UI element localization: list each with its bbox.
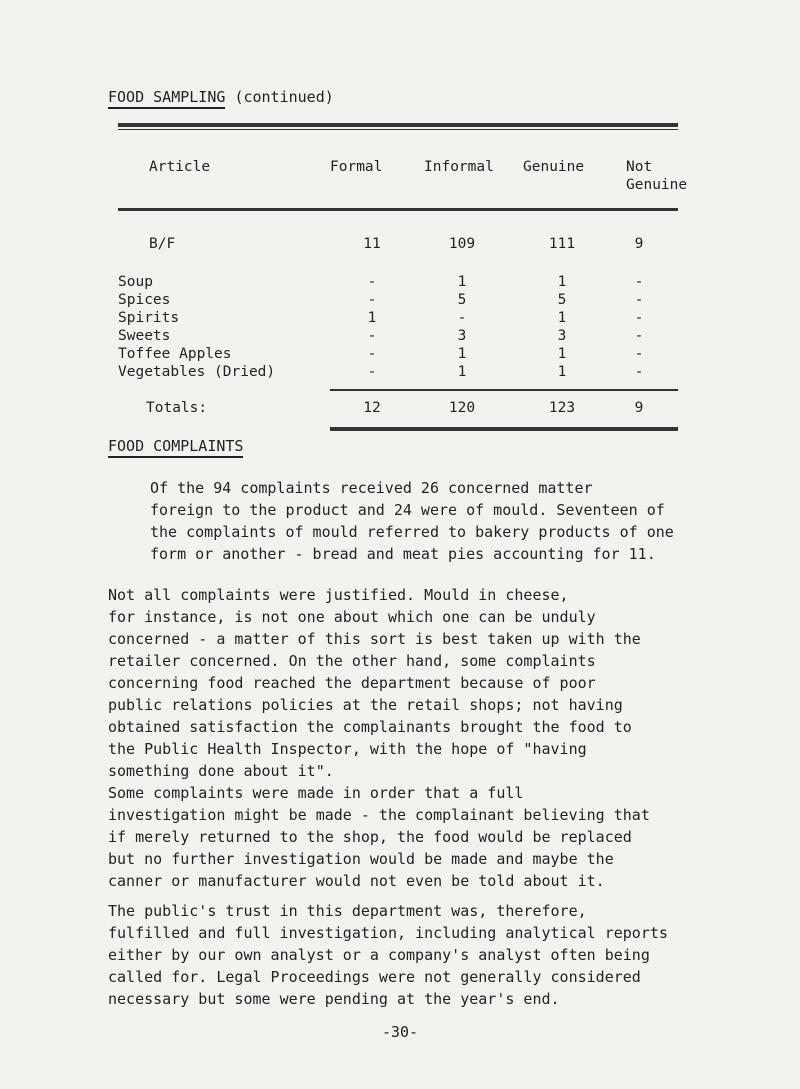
row-informal: 1 [457, 346, 467, 362]
row-informal: 1 [457, 274, 467, 290]
totals-informal: 120 [448, 400, 476, 416]
page-heading [108, 88, 334, 106]
complaints-paragraph: The public's trust in this department was, therefore, fulfilled and full investigation, including analytical reports either by our own analyst or a company's analyst often being called for. Legal Proceedings were not generally considered necessary but some were pending at the year's end. [108, 902, 668, 1008]
row-label: Sweets [118, 328, 171, 344]
section-title: FOOD SAMPLING [108, 88, 225, 109]
row-label: Spirits [118, 310, 180, 326]
row-formal: - [367, 292, 377, 308]
section-continued: (continued) [234, 88, 334, 106]
col-header-article: Article [149, 159, 211, 175]
table-top-rule [118, 123, 678, 127]
col-header-not: Not [626, 159, 653, 175]
totals-label: Totals: [146, 400, 208, 416]
row-formal: 1 [367, 310, 377, 326]
row-label: Soup [118, 274, 153, 290]
row-not-genuine: - [634, 364, 644, 380]
row-not-genuine: - [634, 274, 644, 290]
row-genuine: 1 [557, 310, 567, 326]
bf-label: B/F [149, 236, 176, 252]
complaints-paragraph: Not all complaints were justified. Mould in cheese, for instance, is not one about which one can be unduly concerned - a matter of this sort is best taken up with the retailer concerned. On the other hand, some complaints concerning food reached the department because of poor public relations policies at the retail shops; not having obtained satisfaction the complainants brought the food to the Public Health Inspector, with the hope of "having something done about it". [108, 586, 641, 780]
row-genuine: 1 [557, 346, 567, 362]
row-label: Vegetables (Dried) [118, 364, 276, 380]
row-formal: - [367, 274, 377, 290]
row-genuine: 3 [557, 328, 567, 344]
row-label: Spices [118, 292, 171, 308]
page-number: -30- [381, 1023, 419, 1041]
table-top-rule-thin [118, 129, 678, 130]
row-informal: - [457, 310, 467, 326]
row-genuine: 5 [557, 292, 567, 308]
bf-not-genuine: 9 [634, 236, 644, 252]
totals-formal: 12 [363, 400, 381, 416]
row-not-genuine: - [634, 346, 644, 362]
complaints-title: FOOD COMPLAINTS [108, 437, 243, 458]
row-formal: - [367, 328, 377, 344]
col-header-genuine: Genuine [523, 159, 585, 175]
col-header-informal: Informal [424, 159, 494, 175]
row-not-genuine: - [634, 310, 644, 326]
totals-bottom-rule [330, 427, 678, 431]
row-informal: 3 [457, 328, 467, 344]
bf-informal: 109 [448, 236, 476, 252]
header-rule [118, 208, 678, 211]
row-informal: 1 [457, 364, 467, 380]
row-formal: - [367, 346, 377, 362]
row-informal: 5 [457, 292, 467, 308]
totals-not-genuine: 9 [634, 400, 644, 416]
row-not-genuine: - [634, 292, 644, 308]
row-genuine: 1 [557, 274, 567, 290]
row-formal: - [367, 364, 377, 380]
complaints-paragraph: Of the 94 complaints received 26 concerned matter foreign to the product and 24 were of mould. Seventeen of the complaints of mould referred to bakery products of one form or another - bread and meat pies accounting for 11. [150, 479, 674, 563]
bf-formal: 11 [363, 236, 381, 252]
totals-top-rule [330, 389, 678, 391]
col-header-formal: Formal [330, 159, 383, 175]
row-genuine: 1 [557, 364, 567, 380]
complaints-heading [108, 437, 243, 455]
row-not-genuine: - [634, 328, 644, 344]
row-label: Toffee Apples [118, 346, 232, 362]
bf-genuine: 111 [548, 236, 576, 252]
totals-genuine: 123 [548, 400, 576, 416]
complaints-paragraph: Some complaints were made in order that a full investigation might be made - the complainant believing that if merely returned to the shop, the food would be replaced but no further investigation would be made and maybe the canner or manufacturer would not even be told about it. [108, 784, 650, 890]
col-header-not-genuine: Genuine [626, 177, 688, 193]
